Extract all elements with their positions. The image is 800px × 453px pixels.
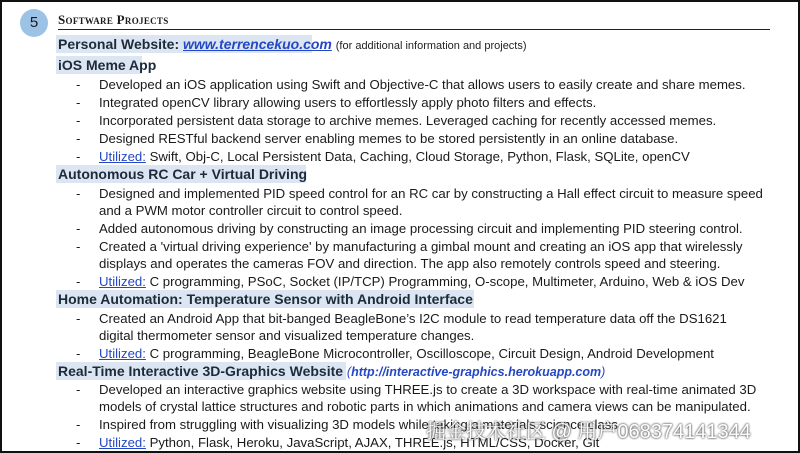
section-divider bbox=[58, 29, 770, 30]
personal-website-link[interactable]: www.terrencekuo.com bbox=[183, 36, 332, 52]
bullet-dash: - bbox=[76, 186, 81, 201]
bullet-dash: - bbox=[76, 435, 81, 450]
utilized-list: C programming, BeagleBone Microcontroller, Oscilloscope, Circuit Design, Android Development bbox=[145, 346, 714, 361]
bullet-text: Designed RESTful backend server enabling memes to be stored persistently in an online database. bbox=[99, 131, 679, 146]
utilized-label: Utilized: bbox=[99, 274, 146, 289]
project-title-3d-graphics: Real-Time Interactive 3D-Graphics Website (http://interactive-graphics.herokuapp.com) bbox=[58, 363, 606, 379]
bullet-text: Inspired from struggling with visualizing 3D models while taking a materials science class bbox=[99, 417, 618, 432]
project-link[interactable]: http://interactive-graphics.herokuapp.com bbox=[351, 365, 602, 379]
bullet-dash: - bbox=[76, 149, 81, 164]
project-title-home-automation: Home Automation: Temperature Sensor with Android Interface bbox=[58, 291, 473, 307]
bullet-text: Incorporated persistent data storage to archive memes. Leveraged caching for recently accessed memes. bbox=[99, 113, 717, 128]
bullet-text: Created a 'virtual driving experience' by manufacturing a gimbal mount and creating an iOS app that wirelessly bbox=[99, 239, 743, 254]
watermark-text: 掘金技术社区 @ 用户068374141344 bbox=[426, 421, 751, 443]
bullet-dash: - bbox=[76, 239, 81, 254]
utilized-line bbox=[99, 345, 714, 362]
bullet-text: Designed and implemented PID speed control for an RC car by constructing a Hall effect circuit to measure speed bbox=[99, 186, 763, 201]
utilized-list: C programming, PSoC, Socket (IP/TCP) Programming, O-scope, Multimeter, Arduino, Web & iOS Dev bbox=[145, 274, 745, 289]
bullet-text: Created an Android App that bit-banged BeagleBone’s I2C module to read temperature data off the DS1621 bbox=[99, 311, 727, 326]
bullet-dash: - bbox=[76, 77, 81, 92]
utilized-list: Swift, Obj-C, Local Persistent Data, Caching, Cloud Storage, Python, Flask, SQLite, openCV bbox=[145, 149, 690, 164]
bullet-dash: - bbox=[76, 113, 81, 128]
bullet-dash: - bbox=[76, 221, 81, 236]
bullet-dash: - bbox=[76, 382, 81, 397]
personal-website-label: Personal Website: bbox=[58, 36, 180, 52]
utilized-list: Python, Flask, Heroku, JavaScript, AJAX, THREE.js, HTML/CSS, Docker, Git bbox=[145, 435, 600, 450]
section-number-badge: 5 bbox=[20, 9, 48, 37]
project-title-rc-car: Autonomous RC Car + Virtual Driving bbox=[58, 166, 308, 182]
bullet-text-continued: and a PWM motor controller circuit to control speed. bbox=[99, 203, 403, 218]
bullet-dash: - bbox=[76, 274, 81, 289]
utilized-line bbox=[99, 148, 690, 165]
bullet-text: Added autonomous driving by constructing an image processing circuit and implementing PID steering control. bbox=[99, 221, 743, 236]
utilized-line bbox=[99, 273, 744, 290]
bullet-dash: - bbox=[76, 417, 81, 432]
bullet-text-continued: models of crystal lattice structures and robotic parts in which animations and camera views can be manipulated. bbox=[99, 399, 751, 414]
bullet-text-continued: digital thermometer sensor and visualized temperature changes. bbox=[99, 328, 475, 343]
utilized-label: Utilized: bbox=[99, 346, 146, 361]
utilized-label: Utilized: bbox=[99, 435, 146, 450]
project-link-text: (http://interactive-graphics.herokuapp.com) bbox=[346, 365, 606, 379]
bullet-dash: - bbox=[76, 131, 81, 146]
project-title-ios-meme-app: iOS Meme App bbox=[58, 57, 157, 73]
bullet-dash: - bbox=[76, 95, 81, 110]
bullet-text-continued: displays and operates the cameras FOV and direction. The app also remotely controls speed and steering. bbox=[99, 256, 721, 271]
personal-website-header bbox=[58, 35, 527, 53]
personal-website-note: (for additional information and projects) bbox=[335, 40, 527, 52]
bullet-dash: - bbox=[76, 311, 81, 326]
bullet-text: Integrated openCV library allowing users to effortlessly apply photo filters and effects. bbox=[99, 95, 597, 110]
bullet-dash: - bbox=[76, 346, 81, 361]
utilized-label: Utilized: bbox=[99, 149, 146, 164]
section-title: Software Projects bbox=[58, 12, 169, 27]
bullet-text: Developed an iOS application using Swift and Objective-C that allows users to easily create and share memes. bbox=[99, 77, 746, 92]
bullet-text: Developed an interactive graphics website using THREE.js to create a 3D workspace with real-time animated 3D bbox=[99, 382, 757, 397]
